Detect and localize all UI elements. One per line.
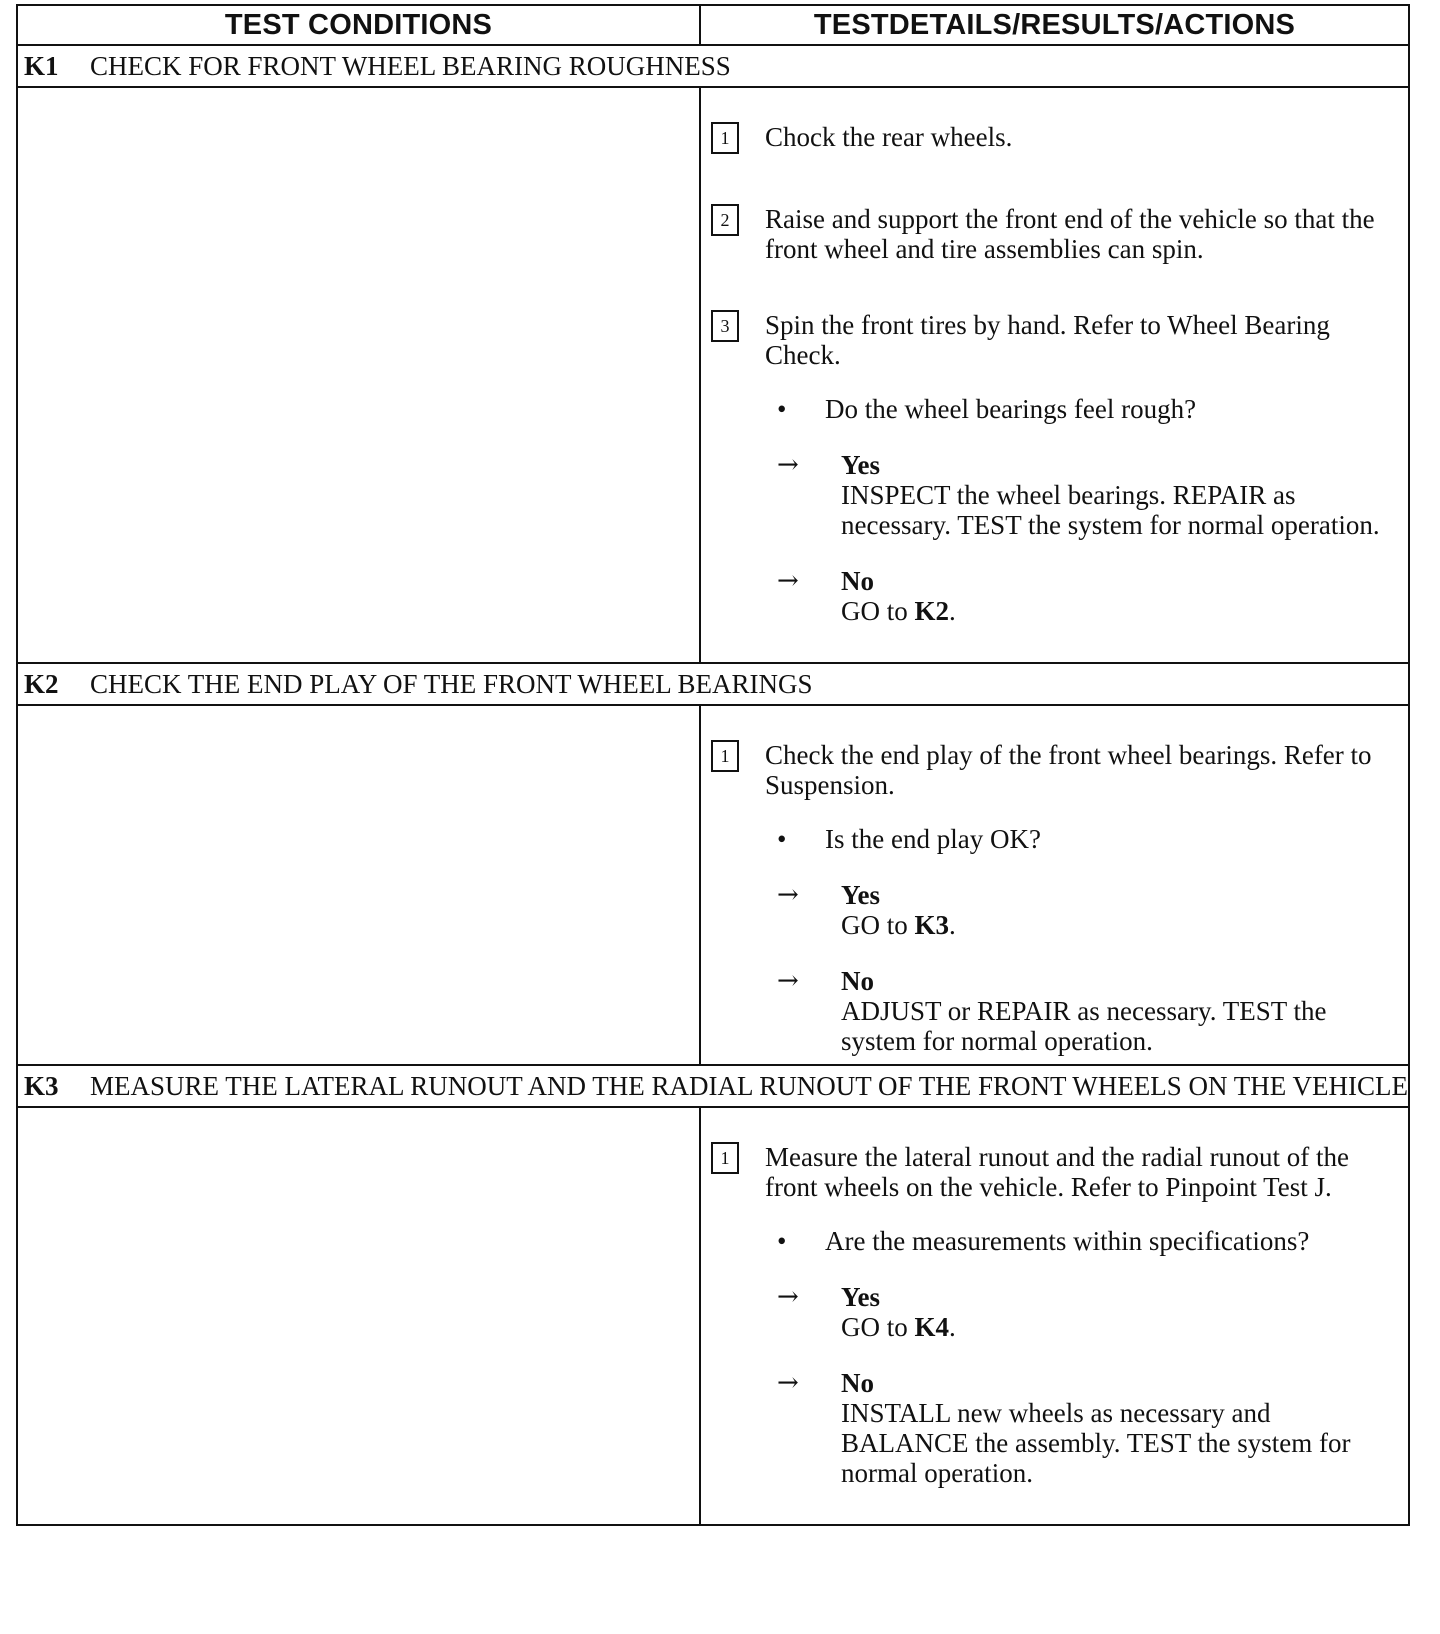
- step-title-text: CHECK FOR FRONT WHEEL BEARING ROUGHNESS: [90, 51, 731, 81]
- question-text: Are the measurements within specifications?: [825, 1226, 1310, 1256]
- answer-label: Yes: [841, 450, 880, 480]
- bullet-icon: •: [777, 824, 787, 854]
- goto-reference: K3: [914, 910, 950, 940]
- test-details-cell: [701, 1108, 1408, 1524]
- arrow-right-icon: →: [777, 1282, 799, 1312]
- step-title-text: MEASURE THE LATERAL RUNOUT AND THE RADIAL RUNOUT OF THE FRONT WHEELS ON THE VEHICLE: [90, 1071, 1409, 1101]
- question: [777, 1226, 1396, 1256]
- step-item: [711, 1142, 1396, 1202]
- step-number-box: 2: [711, 204, 739, 236]
- step-title-k2: [18, 664, 1408, 706]
- arrow-right-icon: →: [777, 1368, 799, 1398]
- step-item-text: Check the end play of the front wheel bearings. Refer to Suspension.: [765, 740, 1372, 800]
- step-number-box: 1: [711, 122, 739, 154]
- answer-label: No: [841, 966, 874, 996]
- header-test-details: TESTDETAILS/RESULTS/ACTIONS: [813, 8, 1296, 41]
- test-details-cell: [701, 706, 1408, 1064]
- bullet-icon: •: [777, 394, 787, 424]
- step-code: K2: [24, 669, 59, 699]
- question-text: Do the wheel bearings feel rough?: [825, 394, 1197, 424]
- answer-label: Yes: [841, 880, 880, 910]
- action-prefix: GO to: [841, 596, 915, 626]
- step-item-text: Raise and support the front end of the vehicle so that the front wheel and tire assemblies can spin.: [765, 204, 1375, 264]
- answer-action: [841, 910, 956, 940]
- step-number-box: 3: [711, 310, 739, 342]
- step-body-k3: [18, 1108, 1408, 1524]
- step-number-box: 1: [711, 1142, 739, 1174]
- arrow-right-icon: →: [777, 880, 799, 910]
- table-frame: [16, 4, 1410, 1526]
- action-suffix: .: [949, 1312, 956, 1342]
- arrow-right-icon: →: [777, 966, 799, 996]
- action-prefix: GO to: [841, 910, 915, 940]
- answer-action: ADJUST or REPAIR as necessary. TEST the system for normal operation.: [841, 996, 1327, 1056]
- answer-action: [841, 1312, 956, 1342]
- step-code: K3: [24, 1071, 59, 1101]
- test-details-cell: [701, 88, 1408, 662]
- step-title-text: CHECK THE END PLAY OF THE FRONT WHEEL BEARINGS: [90, 669, 813, 699]
- diagnostic-table: [16, 4, 1409, 1526]
- answer-action: INSTALL new wheels as necessary and BALANCE the assembly. TEST the system for normal operation.: [841, 1398, 1351, 1488]
- action-suffix: .: [949, 910, 956, 940]
- step-item-text: Measure the lateral runout and the radial runout of the front wheels on the vehicle. Refer to Pinpoint Test J.: [765, 1142, 1350, 1202]
- step-title-k3: [18, 1066, 1408, 1108]
- goto-reference: K4: [914, 1312, 950, 1342]
- step-item-text: Chock the rear wheels.: [765, 122, 1013, 152]
- arrow-right-icon: →: [777, 450, 799, 480]
- question: [777, 824, 1396, 854]
- answer-label: No: [841, 1368, 874, 1398]
- step-item: [711, 740, 1396, 800]
- answer-no: [777, 966, 1396, 1056]
- answer-label: No: [841, 566, 874, 596]
- answer-no: [777, 1368, 1396, 1488]
- arrow-right-icon: →: [777, 566, 799, 596]
- answer-label: Yes: [841, 1282, 880, 1312]
- bullet-icon: •: [777, 1226, 787, 1256]
- question-text: Is the end play OK?: [825, 824, 1041, 854]
- answer-no: [777, 566, 1396, 626]
- answer-yes: [777, 880, 1396, 940]
- test-conditions-cell: [18, 1108, 701, 1524]
- step-number-box: 1: [711, 740, 739, 772]
- goto-reference: K2: [914, 596, 950, 626]
- test-conditions-cell: [18, 706, 701, 1064]
- step-body-k2: [18, 706, 1408, 1066]
- answer-yes: [777, 450, 1396, 540]
- step-body-k1: [18, 88, 1408, 664]
- table-header: [18, 6, 1408, 46]
- answer-yes: [777, 1282, 1396, 1342]
- step-item-text: Spin the front tires by hand. Refer to Wheel Bearing Check.: [765, 310, 1330, 370]
- answer-action: INSPECT the wheel bearings. REPAIR as necessary. TEST the system for normal operation.: [841, 480, 1380, 540]
- step-code: K1: [24, 51, 59, 81]
- header-test-conditions: TEST CONDITIONS: [18, 6, 701, 44]
- step-title-k1: [18, 46, 1408, 88]
- step-item: [711, 122, 1396, 154]
- action-suffix: .: [949, 596, 956, 626]
- test-conditions-cell: [18, 88, 701, 662]
- action-prefix: GO to: [841, 1312, 915, 1342]
- answer-action: [841, 596, 956, 626]
- step-item: [711, 310, 1396, 370]
- step-item: [711, 204, 1396, 264]
- question: [777, 394, 1396, 424]
